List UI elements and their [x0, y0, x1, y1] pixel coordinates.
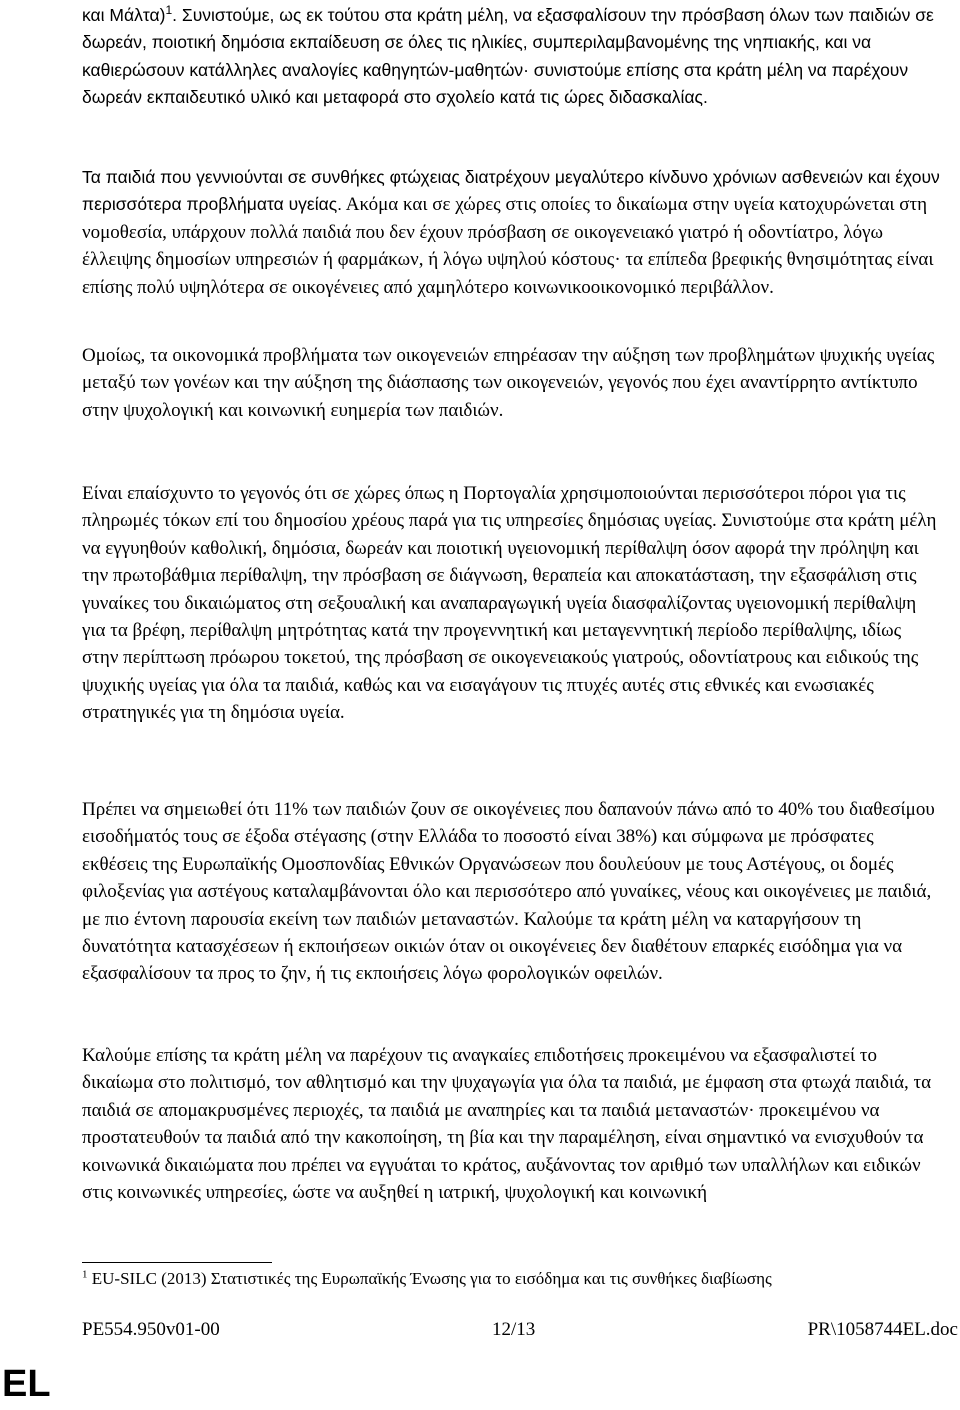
- page-number: 12/13: [492, 1319, 536, 1340]
- paragraph-education: [82, 2, 942, 112]
- footnote: [82, 1268, 942, 1290]
- paragraph-public-health: Είναι επαίσχυντο το γεγονός ότι σε χώρες όπως η Πορτογαλία χρησιμοποιούνται περισσότεροι πόροι για τις πληρωμές τόκων επί του δημοσίου χρέους παρά για τις υπηρεσίες δημόσιας υγείας. Συνιστούμε στα κράτη μέλη να εγγυηθούν καθολική, δημόσια, δωρεάν και ποιοτική υγειονομική περίθαλψη όσον αφορά την πρόληψη και την πρωτοβάθμια περίθαλψη, την πρόσβαση σε διάγνωση, θεραπεία και αποκατάσταση, την εξασφάλιση στις γυναίκες του δικαιώματος στη σεξουαλική και αναπαραγωγική υγεία διασφαλίζοντας υγειονομική περίθαλψη για τα βρέφη, περίθαλψη μητρότητας κατά την προγεννητική και μεταγεννητική περίοδο περίθαλψης, ιδίως στην περίπτωση πρόωρου τοκετού, της πρόσβαση σε οικογενειακούς γιατρούς, οδοντίατρους και ειδικούς της ψυχικής υγείας για όλα τα παιδιά, καθώς και να εισαγάγουν τις πτυχές αυτές στις εθνικές και ενωσιακές στρατηγικές για τη δημόσια υγεία.: [82, 483, 937, 724]
- paragraph-text: . Συνιστούμε, ως εκ τούτου στα κράτη μέλη, να εξασφαλίσουν την πρόσβαση όλων των παιδιών σε δωρεάν, ποιοτική δημόσια εκπαίδευση σε όλες τις ηλικίες, συμπεριλαμβανομένης της νηπιακής, και να καθιερώσουν κατάλληλες αναλογίες καθηγητών-μαθητών· συνιστούμε επίσης στα κράτη μέλη να παρέχουν δωρεάν εκπαιδευτικό υλικό και μεταφορά στο σχολείο κατά τις ώρες διδασκαλίας.: [82, 5, 934, 108]
- paragraph-housing: Πρέπει να σημειωθεί ότι 11% των παιδιών ζουν σε οικογένειες που δαπανούν πάνω από το 40% του διαθεσίμου εισοδήματός τους σε έξοδα στέγασης (στην Ελλάδα το ποσοστό είναι 38%) και σύμφωνα με πρόσφατες εκθέσεις της Ευρωπαϊκής Ομοσπονδίας Εθνικών Οργανώσεων που δουλεύουν με τους Αστέγους, οι δομές φιλοξενίας για αστέγους καταλαμβάνονται όλο και περισσότερο από γυναίκες, νέους και οικογένειες με παιδιά, με πιο έντονη παρουσία εκείνη των παιδιών μεταναστών. Καλούμε τα κράτη μέλη να καταργήσουν τη δυνατότητα κατασχέσεων ή εκποιήσεων οικιών όταν οι οικογένειες δεν διαθέτουν επαρκές εισόδημα για να εξασφαλίσουν τα προς το ζην, ή τις εκποιήσεις λόγω φορολογικών οφειλών.: [82, 799, 935, 985]
- footnote-reference[interactable]: 1: [165, 3, 173, 18]
- footnote-separator: [82, 1262, 272, 1263]
- paragraph-mental-health: Ομοίως, τα οικονομικά προβλήματα των οικογενειών επηρέασαν την αύξηση των προβλημάτων ψυχικής υγείας μεταξύ των γονέων και την αύξηση της διάσπασης των οικογενειών, γεγονός που έχει αναντίρρητο αντίκτυπο στην ψυχολογική και κοινωνική ευημερία των παιδιών.: [82, 345, 935, 421]
- footnote-marker: 1: [82, 1268, 88, 1281]
- paragraph-text: και Μάλτα): [82, 5, 166, 25]
- language-tag: EL: [2, 1363, 51, 1405]
- paragraph-text: Τα παιδιά που γεννιούνται σε συνθήκες φτώχειας διατρέχουν μεγαλύτερο κίνδυνο χρόνιων ασθενειών και έχουν περισσότερα προβλήματα υγείας.: [82, 167, 940, 215]
- paragraph-culture-protection: Καλούμε επίσης τα κράτη μέλη να παρέχουν τις αναγκαίες επιδοτήσεις προκειμένου να εξασφαλιστεί το δικαίωμα στο πολιτισμό, τον αθλητισμό και την ψυχαγωγία για όλα τα παιδιά, με έμφαση στα φτωχά παιδιά, τα παιδιά σε απομακρυσμένες περιοχές, τα παιδιά με αναπηρίες και τα παιδιά μεταναστών· προκειμένου να προστατευθούν τα παιδιά από την κακοποίηση, τη βία και την παραμέληση, είναι σημαντικό να ενισχυθούν τα κοινωνικά δικαιώματα που πρέπει να εγγυάται το κράτος, αυξάνοντας τον αριθμό των υπαλλήλων και ειδικών στις κοινωνικές υπηρεσίες, ώστε να αυξηθεί η ιατρική, ψυχολογική και κοινωνική: [82, 1045, 932, 1204]
- paragraph-health: [82, 164, 942, 301]
- file-name: PR\1058744EL.doc: [807, 1319, 958, 1340]
- paragraph-text: Ακόμα και σε χώρες στις οποίες το δικαίωμα στην υγεία κατοχυρώνεται στη νομοθεσία, υπάρχουν πολλά παιδιά που δεν έχουν πρόσβαση σε οικογενειακό γιατρό ή οδοντίατρο, λόγω έλλειψης δημοσίων υπηρεσιών ή φαρμάκων, ή λόγω υψηλού κόστους· τα επίπεδα βρεφικής θνησιμότητας είναι επίσης πολύ υψηλότερα σε οικογένειες από χαμηλότερο κοινωνικοοικονομικό περιβάλλον.: [82, 194, 934, 298]
- document-reference: PE554.950v01-00: [82, 1319, 220, 1340]
- footnote-text: EU-SILC (2013) Στατιστικές της Ευρωπαϊκής Ένωσης για το εισόδημα και τις συνθήκες διαβίωσης: [87, 1269, 772, 1288]
